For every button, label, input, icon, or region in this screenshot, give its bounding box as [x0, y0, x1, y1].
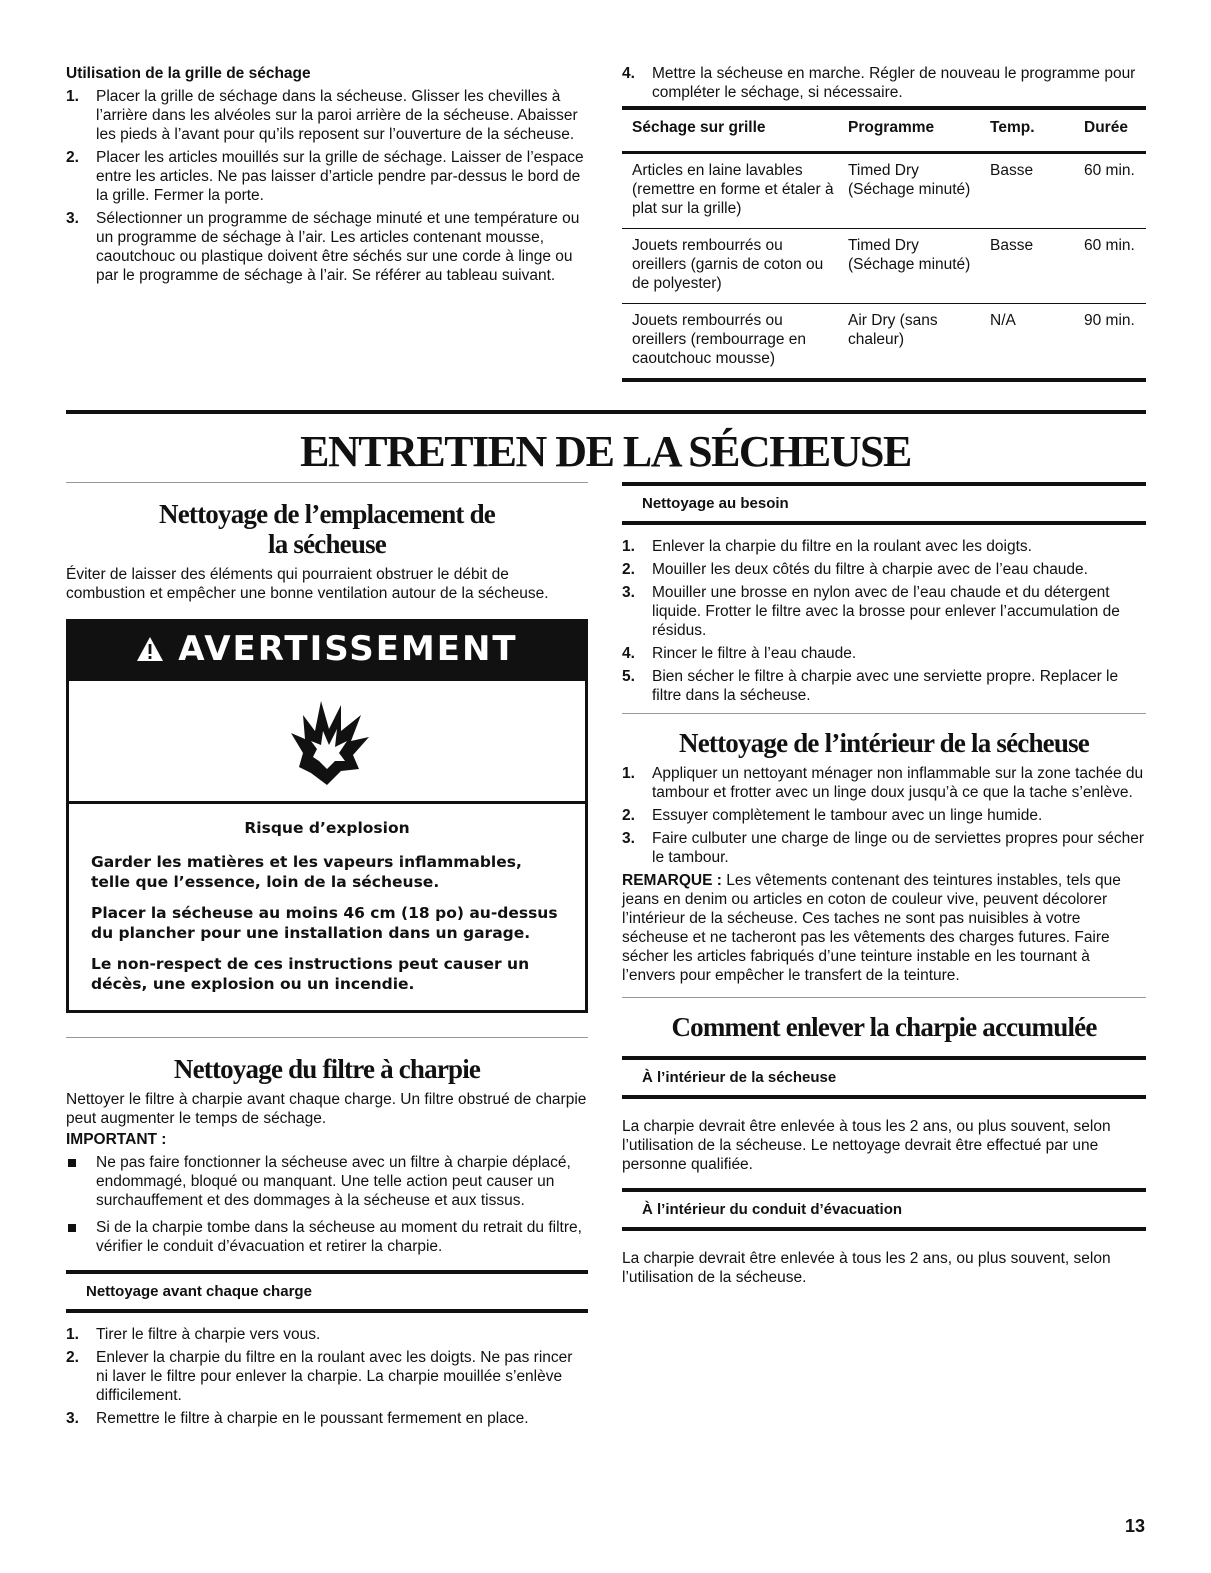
step-text: Enlever la charpie du filtre en la roulant avec les doigts. — [652, 538, 1032, 555]
list-item — [66, 209, 586, 285]
step-text: Mettre la sécheuse en marche. Régler de nouveau le programme pour compléter le séchage, si nécessaire. — [652, 65, 1136, 101]
step-text: Placer la grille de séchage dans la sécheuse. Glisser les chevilles à l’arrière dans les alvéoles sur la paroi arrière de la sécheuse. Abaisser les pieds à l’avant pour qu’ils reposent sur l’ouverture de la sécheuse. — [96, 88, 578, 143]
list-item — [622, 560, 1146, 579]
table-cell: N/A — [980, 304, 1074, 381]
bullet-icon — [68, 1224, 76, 1232]
table-header: Séchage sur grille — [622, 110, 838, 153]
step-text: Tirer le filtre à charpie vers vous. — [96, 1326, 321, 1343]
bullet-text: Ne pas faire fonctionner la sécheuse avec un filtre à charpie déplacé, endommagé, bloqué ou manquant. Une telle action peut causer un surchauffement et des dommages à la sécheuse et aux tissus. — [96, 1154, 571, 1209]
explosion-icon — [69, 678, 585, 804]
table-cell: Articles en laine lavables (remettre en forme et étaler à plat sur la grille) — [622, 153, 838, 229]
inside-dryer-text: La charpie devrait être enlevée à tous les 2 ans, ou plus souvent, selon l’utilisation de la sécheuse. Le nettoyage devrait être effectué par une personne qualifiée. — [622, 1118, 1111, 1173]
step-text: Essuyer complètement le tambour avec un linge humide. — [652, 807, 1043, 824]
step-text: Enlever la charpie du filtre en la roulant avec les doigts. Ne pas rincer ni laver le filtre pour enlever la charpie. La charpie mouillée s’enlève difficilement. — [96, 1349, 573, 1404]
step-number: 4. — [622, 645, 635, 662]
page-title: ENTRETIEN DE LA SÉCHEUSE — [300, 427, 911, 476]
location-title — [66, 499, 588, 559]
step-text: Faire culbuter une charge de linge ou de serviettes propres pour sécher le tambour. — [652, 830, 1144, 866]
list-item — [622, 806, 1146, 825]
step-text: Placer les articles mouillés sur la grille de séchage. Laisser de l’espace entre les articles. Ne pas laisser d’article pendre par-dessus le bord de la grille. Fermer la porte. — [96, 149, 584, 204]
divider — [622, 997, 1146, 998]
table-cell: Jouets rembourrés ou oreillers (garnis de coton ou de polyester) — [622, 229, 838, 304]
list-item — [622, 667, 1146, 705]
rack-section — [66, 64, 586, 289]
warning-paragraph: Garder les matières et les vapeurs inflammables, telle que l’essence, loin de la sécheuse. — [91, 853, 522, 891]
table-header: Temp. — [980, 110, 1074, 153]
warning-body — [69, 678, 585, 1010]
step-number: 5. — [622, 668, 635, 685]
as-needed-heading: Nettoyage au besoin — [622, 482, 1146, 525]
step-number: 1. — [66, 88, 79, 105]
table-row — [622, 229, 1146, 304]
warning-risk: Risque d’explosion — [244, 819, 410, 837]
each-load-heading: Nettoyage avant chaque charge — [66, 1270, 588, 1313]
interior-steps — [622, 764, 1146, 867]
table-row — [622, 304, 1146, 381]
left-column — [66, 482, 588, 1432]
lint-filter-title: Nettoyage du filtre à charpie — [173, 1054, 481, 1084]
exhaust-text: La charpie devrait être enlevée à tous les 2 ans, ou plus souvent, selon l’utilisation de la sécheuse. — [622, 1250, 1111, 1286]
divider — [66, 1037, 588, 1038]
step-number: 3. — [622, 830, 635, 847]
step-number: 2. — [66, 149, 79, 166]
as-needed-steps — [622, 537, 1146, 705]
step-text: Sélectionner un programme de séchage minuté et une température ou un programme de séchage à l’air. Les articles contenant mousse, caoutchouc ou plastique doivent être séchés sur une corde à linge ou par le programme de séchage à l’air. Se référer au tableau suivant. — [96, 210, 580, 284]
each-load-steps — [66, 1325, 588, 1428]
page-number: 13 — [1124, 1516, 1145, 1536]
warning-header — [69, 622, 585, 678]
rack-title: Utilisation de la grille de séchage — [66, 65, 311, 82]
step-number: 4. — [622, 65, 635, 82]
table-cell: Timed Dry (Séchage minuté) — [838, 229, 980, 304]
table-cell: 60 min. — [1074, 229, 1146, 304]
table-cell: Basse — [980, 153, 1074, 229]
warning-box — [66, 619, 588, 1013]
list-item — [622, 583, 1146, 640]
note-text: Les vêtements contenant des teintures instables, tels que jeans en denim ou articles en coton de couleur vive, peuvent décolorer l’intérieur de la sécheuse. Ces taches ne sont pas nuisibles à votre sécheuse et ne tacheront pas les vêtements des charges futures. Faire sécher les articles fabriqués d’une teinture instable en les tournant à l’envers pour empêcher le transfert de la teinture. — [622, 872, 1121, 984]
list-item — [66, 1409, 588, 1428]
rack-continued — [622, 64, 1146, 382]
bullet-icon — [68, 1159, 76, 1167]
divider — [622, 713, 1146, 714]
rack-steps — [66, 87, 586, 285]
bullet-text: Si de la charpie tombe dans la sécheuse au moment du retrait du filtre, vérifier le conduit d’évacuation et retirer la charpie. — [96, 1219, 582, 1255]
list-item — [622, 764, 1146, 802]
table-cell: 90 min. — [1074, 304, 1146, 381]
right-column — [622, 482, 1146, 1287]
interior-note — [622, 871, 1146, 985]
exhaust-heading: À l’intérieur du conduit d’évacuation — [622, 1188, 1146, 1231]
list-item — [66, 1218, 588, 1256]
warning-triangle-icon — [136, 629, 178, 669]
step-text: Mouiller une brosse en nylon avec de l’eau chaude et du détergent liquide. Frotter le filtre avec la brosse pour enlever l’accumulation de résidus. — [652, 584, 1120, 639]
step-text: Rincer le filtre à l’eau chaude. — [652, 645, 857, 662]
warning-paragraph: Le non-respect de ces instructions peut causer un décès, une explosion ou un incendie. — [91, 955, 530, 993]
step-text: Appliquer un nettoyant ménager non inflammable sur la zone tachée du tambour et frotter avec un linge doux jusqu’à ce que la tache s’enlève. — [652, 765, 1144, 801]
inside-dryer-heading: À l’intérieur de la sécheuse — [622, 1056, 1146, 1099]
title-rule — [66, 410, 1146, 414]
table-header-row — [622, 110, 1146, 153]
step-number: 1. — [622, 538, 635, 555]
list-item — [622, 537, 1146, 556]
lint-filter-bullets — [66, 1153, 588, 1256]
step-text: Remettre le filtre à charpie en le poussant fermement en place. — [96, 1410, 529, 1427]
rack-drying-table — [622, 110, 1146, 382]
step-text: Mouiller les deux côtés du filtre à charpie avec de l’eau chaude. — [652, 561, 1088, 578]
note-label: REMARQUE : — [622, 872, 722, 889]
table-cell: 60 min. — [1074, 153, 1146, 229]
step-number: 2. — [66, 1349, 79, 1366]
list-item — [66, 1153, 588, 1210]
list-item — [622, 64, 1146, 102]
step-number: 1. — [622, 765, 635, 782]
table-header: Durée — [1074, 110, 1146, 153]
list-item — [66, 148, 586, 205]
step-number: 1. — [66, 1326, 79, 1343]
location-text: Éviter de laisser des éléments qui pourraient obstruer le débit de combustion et empêcher une bonne ventilation autour de la sécheuse. — [66, 566, 549, 602]
step-number: 2. — [622, 561, 635, 578]
table-row — [622, 153, 1146, 229]
lint-filter-intro: Nettoyer le filtre à charpie avant chaque charge. Un filtre obstrué de charpie peut augmenter le temps de séchage. — [66, 1091, 587, 1127]
step-text: Bien sécher le filtre à charpie avec une serviette propre. Replacer le filtre dans la sécheuse. — [652, 668, 1119, 704]
accumulated-title: Comment enlever la charpie accumulée — [671, 1012, 1097, 1042]
interior-title: Nettoyage de l’intérieur de la sécheuse — [679, 728, 1089, 758]
divider — [66, 482, 588, 483]
step-number: 2. — [622, 807, 635, 824]
step-number: 3. — [66, 1410, 79, 1427]
list-item — [622, 644, 1146, 663]
table-cell: Air Dry (sans chaleur) — [838, 304, 980, 381]
rack-steps-continued — [622, 64, 1146, 102]
step-number: 3. — [622, 584, 635, 601]
table-cell: Jouets rembourrés ou oreillers (rembourrage en caoutchouc mousse) — [622, 304, 838, 381]
list-item — [622, 829, 1146, 867]
warning-heading: AVERTISSEMENT — [178, 629, 518, 669]
table-cell: Basse — [980, 229, 1074, 304]
warning-paragraph: Placer la sécheuse au moins 46 cm (18 po) au-dessus du plancher pour une installation dans un garage. — [91, 904, 558, 942]
important-label: IMPORTANT : — [66, 1131, 167, 1148]
table-cell: Timed Dry (Séchage minuté) — [838, 153, 980, 229]
list-item — [66, 1348, 588, 1405]
location-title-line1: Nettoyage de l’emplacement de — [159, 499, 495, 529]
list-item — [66, 87, 586, 144]
table-header: Programme — [838, 110, 980, 153]
list-item — [66, 1325, 588, 1344]
location-title-line2: la sécheuse — [268, 529, 386, 559]
step-number: 3. — [66, 210, 79, 227]
